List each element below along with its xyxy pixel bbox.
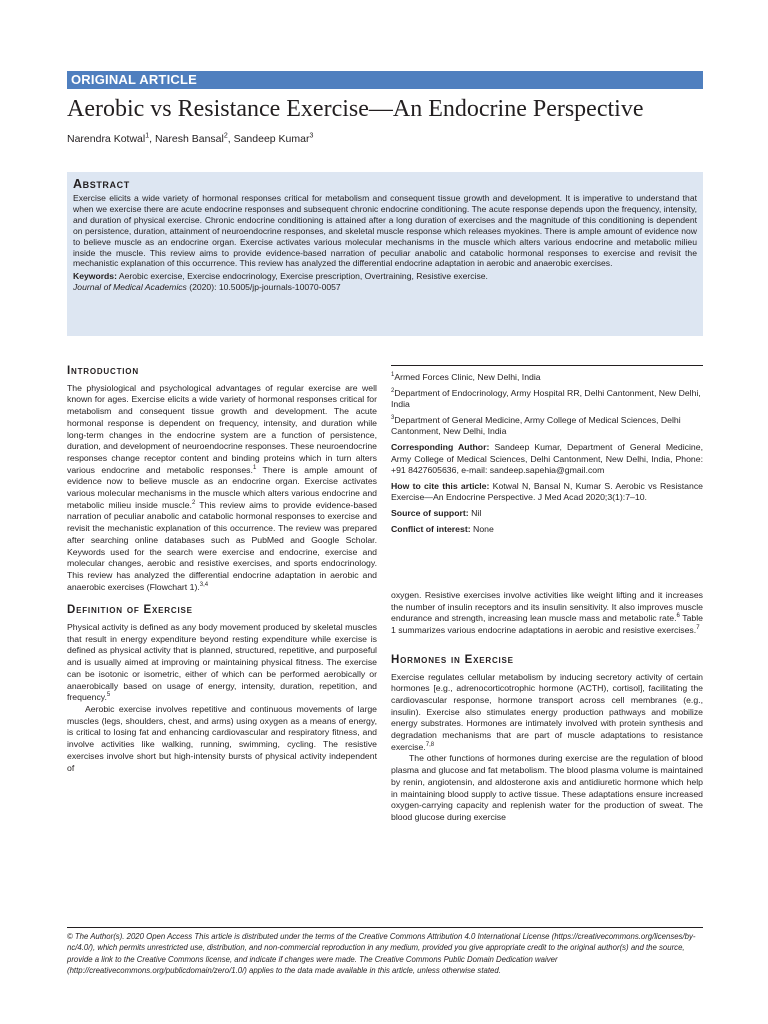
definition-text: Physical activity is defined as any body movement produced by skeletal muscles that result in energy expenditure beyond resting expenditure while exercise is defined as physical activity that is planned, structured, repetitive, and purposeful and is usually aimed at improving or maintaining physical fitness. The exercise can be isotonic or isometric, either of which can be performed aerobically or anaerobically based on usage of energy, intensity, duration, repetition, and frequency.	[67, 622, 377, 703]
affiliations-block	[391, 372, 703, 539]
how-to-cite-label: How to cite this article:	[391, 480, 490, 491]
license-footer: © The Author(s). 2020 Open Access This article is distributed under the terms of the Creative Commons Attribution 4.0 International License (https://creativecommons.org/licenses/by-nc/4.0/), which permits unrestricted use, distribution, and non-commercial reproduction in any medium, provided you give appropriate credit to the original author(s) and the source, provide a link to the Creative Commons license, and indicate if changes were made. The Creative Commons Public Domain Dedication waiver (http://creativecommons.org/publicdomain/zero/1.0/) applies to the data made available in this article, unless otherwise stated.	[67, 932, 696, 976]
right-column	[391, 590, 703, 824]
footer-divider	[67, 927, 703, 928]
keywords	[73, 271, 697, 282]
conflict-of-interest	[391, 524, 703, 536]
support-text: Nil	[468, 507, 482, 518]
journal-citation	[73, 282, 697, 293]
support-label: Source of support:	[391, 507, 469, 518]
section-heading-introduction: Introduction	[67, 365, 139, 377]
article-type-banner: ORIGINAL ARTICLE	[67, 71, 703, 89]
corresponding-label: Corresponding Author:	[391, 441, 490, 452]
left-column	[67, 366, 377, 774]
body-text: Table 1 summarizes various endocrine adaptations in aerobic and resistive exercises.	[391, 613, 704, 636]
keywords-label: Keywords:	[73, 271, 117, 282]
affiliation-divider	[391, 365, 703, 366]
ref-sup: 6	[676, 613, 680, 620]
body-paragraph	[391, 590, 703, 637]
article-title: Aerobic vs Resistance Exercise—An Endocrine Perspective	[67, 96, 644, 122]
ref-sup: 3,4	[199, 581, 209, 588]
definition-paragraph: Aerobic exercise involves repetitive and continuous movements of large muscles (legs, shoulders, chest, and arms) using oxygen as a means of energy, is critical to losing fat and enhancing cardiovascular and respiratory fitness, and involve activities like walking, running, swimming, cycling. The resistive exercises involve short but high-intensity bursts of physical activity independent of	[67, 703, 377, 773]
conflict-label: Conflict of interest:	[391, 523, 471, 534]
doi-text: (2020): 10.5005/jp-journals-10070-0057	[189, 282, 341, 293]
author-list: Narendra Kotwal$^1$, Naresh Bansal$^2$, Sandeep Kumar$^3$	[67, 132, 314, 145]
intro-text: This review aims to provide evidence-based narration of peculiar anabolic and catabolic hormonal responses to exercise and revisit the mechanistic explanation of this occurrence. The review was prepared after searching online databases such as PubMed and Google Scholar. Keywords used for the search were exercise and endocrine, exercise and molecular changes, aerobic and resistive exercises, and sports endocrinology. This review has analyzed the differential endocrine adaptation in aerobic and anaerobic exercises (Flowchart 1).	[67, 499, 377, 592]
aff-text: Armed Forces Clinic, New Delhi, India	[394, 372, 541, 382]
ref-sup: 7,8	[425, 741, 435, 748]
hormones-paragraph: The other functions of hormones during exercise are the regulation of blood plasma and glucose and fat metabolism. The blood plasma volume is maintained by renin, angiotensin, and aldosterone axis and antidiuretic hormone which help in maintaining blood supply to active tissue. These adaptations ensure increased oxygen-carrying capacity and replenish water for the production of sweat. The blood glucose during exercise	[391, 753, 703, 822]
body-text: oxygen. Resistive exercises involve activities like weight lifting and it increases the number of insulin receptors and its insulin sensitivity. It also improves muscle endurance and strength, increasing lean muscle mass and metabolic rate.	[391, 590, 703, 624]
abstract-heading: Abstract	[73, 177, 130, 191]
affiliation	[391, 415, 703, 438]
abstract-box	[67, 172, 703, 336]
hormones-paragraph	[391, 672, 703, 754]
aff-text: Department of Endocrinology, Army Hospital RR, Delhi Cantonment, New Delhi, India	[391, 387, 701, 410]
intro-text: There is ample amount of evidence now to believe muscle as an endocrine organ. Exercise activates various molecular mechanisms in the muscle which alters various endocrine and metabolic milieu inside muscle.	[67, 464, 377, 510]
author-name: Sandeep Kumar	[233, 133, 310, 145]
affiliation	[391, 388, 703, 411]
abstract-text: Exercise elicits a wide variety of hormonal responses critical for metabolism and consequent tissue growth and development. It is imperative to understand that when we exercise there are acute endocrine responses and subsequent chronic endocrine conditioning. The acute response depends upon the frequency, intensity, and duration of physical exercise. Chronic endocrine conditioning is attained after a long duration of exercises and the magnitude of this conditioning is dependent on persistence, duration, attainment of neuroendocrine responses, and skeletal muscle response which releases myokines. There is ample amount of evidence now to believe muscle as an endocrine organ. Exercise activates various molecular mechanisms in the muscle which alters various endocrine and metabolic milieu inside the muscle. This review aims to provide evidence-based narration of peculiar anabolic and catabolic hormonal responses to exercise and revisit the mechanistic explanation of this occurrence. This review has analyzed the differential endocrine adaptation in aerobic and anaerobic exercises.	[73, 193, 697, 269]
ref-sup: 5	[106, 692, 111, 699]
author-sup: 3	[309, 132, 314, 140]
source-of-support	[391, 508, 703, 520]
author-name: Naresh Bansal	[154, 133, 224, 145]
affiliation	[391, 372, 703, 384]
author-sup: 2	[223, 132, 228, 140]
intro-text: The physiological and psychological advantages of regular exercise are well known for ages. Exercise elicits a wide variety of hormonal responses critical for metabolism and consequent tissue growth and development. The acute hormonal response is dependent on frequency, intensity, and duration while long-term changes in the endocrine system are a function of persistence, duration, and development of neuroendocrine responses. These neuroendocrine responses change receptor content and binding proteins which in turn alters various endocrine and metabolic responses.	[67, 382, 377, 475]
journal-name: Journal of Medical Academics	[73, 282, 187, 293]
ref-sup: 2	[191, 499, 196, 506]
aff-sup: 1	[391, 372, 395, 379]
how-to-cite-text: Kotwal N, Bansal N, Kumar S. Aerobic vs Resistance Exercise—An Endocrine Perspective. J Med Acad 2020;3(1):7–10.	[391, 480, 703, 503]
aff-text: Department of General Medicine, Army College of Medical Sciences, Delhi Cantonment, New Delhi, India	[391, 414, 681, 437]
keywords-text: Aerobic exercise, Exercise endocrinology, Exercise prescription, Overtraining, Resistive exercise.	[118, 271, 488, 282]
aff-sup: 2	[391, 387, 395, 394]
section-heading-hormones: Hormones in Exercise	[391, 653, 514, 666]
corresponding-author	[391, 442, 703, 477]
intro-paragraph	[67, 383, 377, 594]
definition-paragraph	[67, 622, 377, 704]
aff-sup: 3	[391, 414, 395, 421]
hormones-text: Exercise regulates cellular metabolism by inducing secretory activity of certain hormones [e.g., adrenocorticotrophic hormone (ACTH), cortisol], facilitating the cardiovascular response, hormone transport across cell membranes (e.g., insulin). Exercise also stimulates energy production pathways and mobilize energy substrates. Hormones are intimately involved with protein synthesis and degradation mechanisms that are part of muscle adaptations to resistance exercise.	[391, 671, 703, 752]
ref-sup: 7	[696, 625, 700, 632]
corresponding-text: Sandeep Kumar, Department of General Medicine, Army College of Medical Sciences, Delhi Cantonment, New Delhi, India, Phone: +91 8427605636, e-mail: sandeep.sapehia@gmail.com	[391, 441, 703, 476]
how-to-cite	[391, 481, 703, 504]
author-name: Narendra Kotwal	[67, 133, 146, 145]
section-heading-definition: Definition of Exercise	[67, 604, 193, 617]
conflict-text: None	[470, 523, 494, 534]
author-sup: 1	[145, 132, 150, 140]
ref-sup: 1	[252, 464, 257, 471]
